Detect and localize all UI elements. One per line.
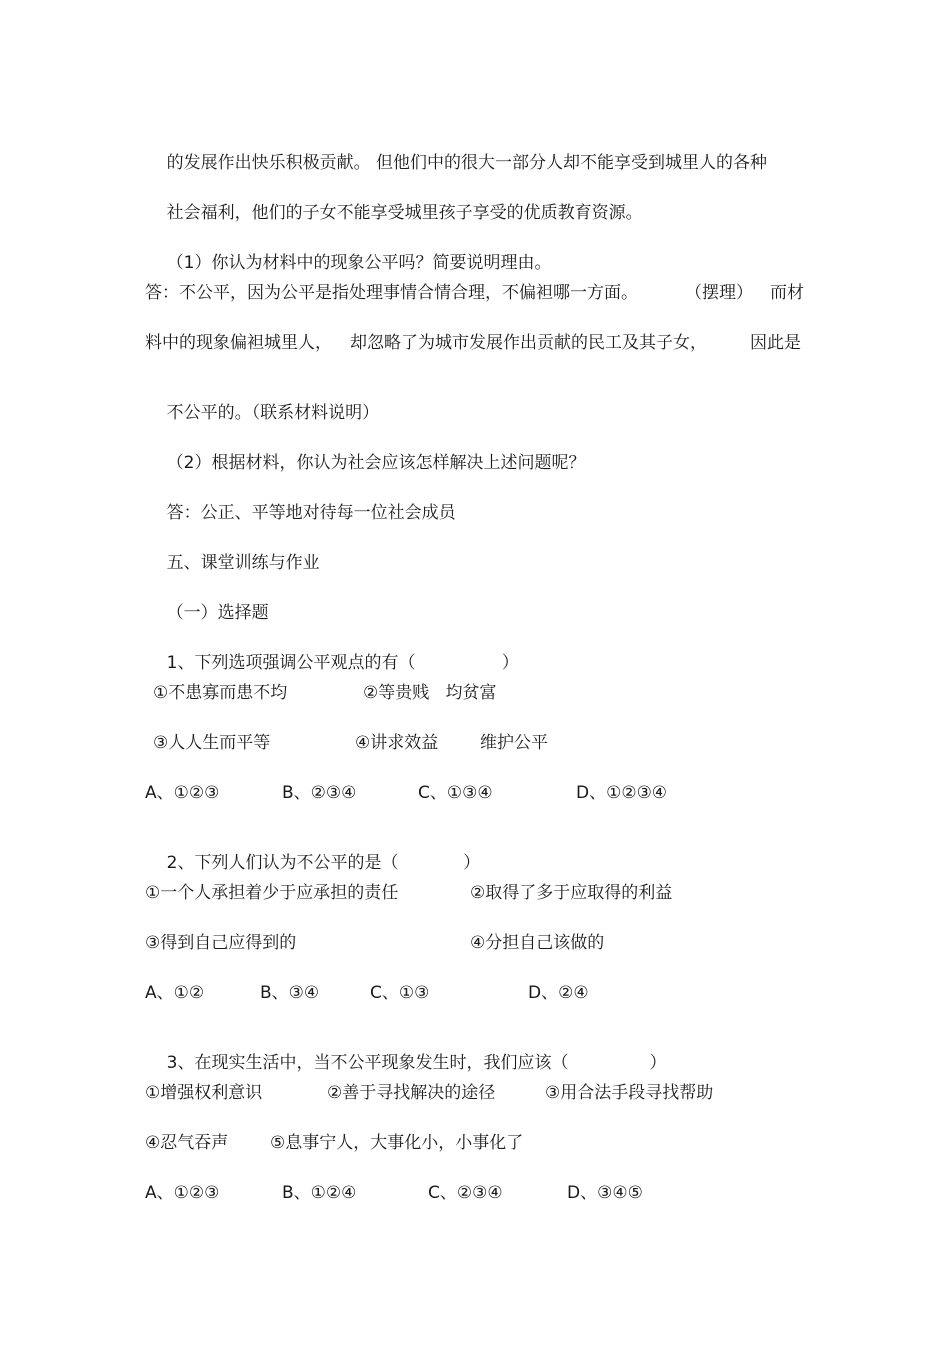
answer-text: 却忽略了为城市发展作出贡献的民工及其子女， xyxy=(350,333,707,353)
list-item: ②等贵贱 均贫富 xyxy=(363,683,497,703)
answer-text: 而材 xyxy=(770,283,804,303)
option-a: A、①②③ xyxy=(145,783,220,803)
list-item: ③人人生而平等 xyxy=(153,733,271,753)
list-item: 维护公平 xyxy=(480,733,548,753)
option-c: C、①③④ xyxy=(418,783,493,803)
list-item: ①增强权利意识 xyxy=(145,1083,263,1103)
question-text: 1、下列选项强调公平观点的有（ ） xyxy=(166,653,519,673)
answer-text: 料中的现象偏袒城里人， xyxy=(145,333,332,353)
answer-annotation: （摆理） xyxy=(685,283,753,303)
question-text: 2、下列人们认为不公平的是（ ） xyxy=(166,853,481,873)
option-d: D、③④⑤ xyxy=(567,1183,643,1203)
list-item: ①一个人承担着少于应承担的责任 xyxy=(145,883,399,903)
option-b: B、①②④ xyxy=(282,1183,357,1203)
list-item: ④讲求效益 xyxy=(355,733,439,753)
list-item: ②取得了多于应取得的利益 xyxy=(470,883,673,903)
question-text: （2）根据材料，你认为社会应该怎样解决上述问题呢？ xyxy=(166,453,586,473)
list-item: ②善于寻找解决的途径 xyxy=(327,1083,496,1103)
question-text: 3、在现实生活中，当不公平现象发生时，我们应该（ ） xyxy=(166,1053,667,1073)
list-item: ③用合法手段寻找帮助 xyxy=(545,1083,714,1103)
list-item: ④忍气吞声 xyxy=(145,1133,229,1153)
list-item: ①不患寡而患不均 xyxy=(153,683,288,703)
answer-text: 答：不公平，因为公平是指处理事情合情合理，不偏袒哪一方面。 xyxy=(145,283,638,303)
list-item: ④分担自己该做的 xyxy=(470,933,605,953)
option-a: A、①②③ xyxy=(145,1183,220,1203)
answer-text: 答：公正、平等地对待每一位社会成员 xyxy=(166,503,456,523)
option-c: C、②③④ xyxy=(428,1183,503,1203)
answer-text: 不公平的。（联系材料说明） xyxy=(166,403,380,423)
mc3-options xyxy=(145,1183,643,1303)
list-item: ③得到自己应得到的 xyxy=(145,933,297,953)
option-d: D、①②③④ xyxy=(576,783,668,803)
subsection-heading: （一）选择题 xyxy=(166,603,269,623)
option-c: C、①③ xyxy=(370,983,430,1003)
paragraph-text: 社会福利，他们的子女不能享受城里孩子享受的优质教育资源。 xyxy=(166,203,643,223)
option-a: A、①② xyxy=(145,983,205,1003)
section-heading: 五、课堂训练与作业 xyxy=(166,553,320,573)
option-b: B、③④ xyxy=(260,983,320,1003)
paragraph-text: 的发展作出快乐积极贡献。 但他们中的很大一部分人却不能享受到城里人的各种 xyxy=(166,153,768,173)
option-b: B、②③④ xyxy=(282,783,357,803)
question-text: （1）你认为材料中的现象公平吗？简要说明理由。 xyxy=(166,253,552,273)
option-d: D、②④ xyxy=(528,983,589,1003)
answer-text: 因此是 xyxy=(750,333,801,353)
list-item: ⑤息事宁人，大事化小，小事化了 xyxy=(270,1133,524,1153)
